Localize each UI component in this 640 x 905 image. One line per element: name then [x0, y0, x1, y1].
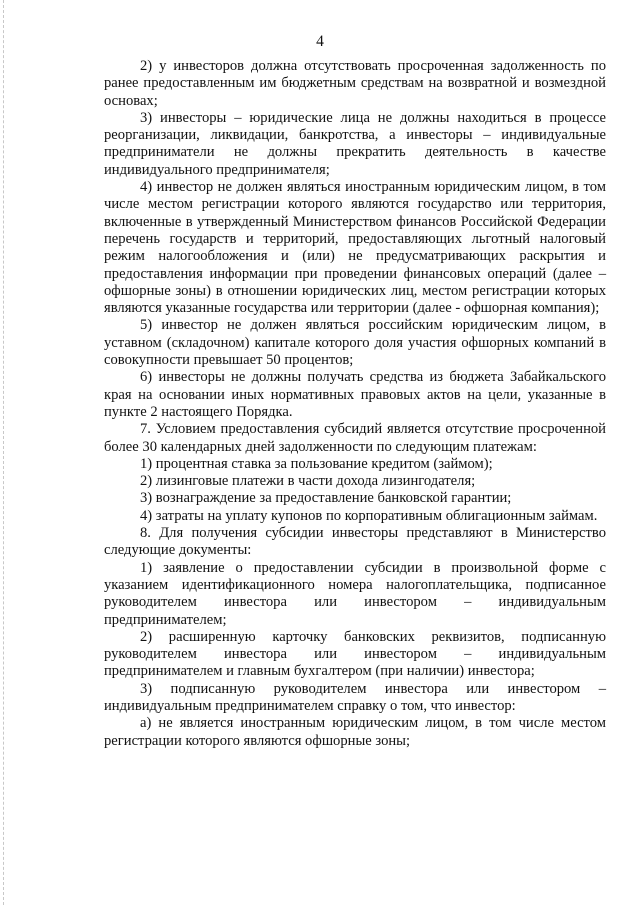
binding-edge-line — [3, 0, 5, 905]
paragraph-section-7: 7. Условием предоставления субсидий является отсутствие просроченной более 30 календарных дней задолженности по следующим платежам: — [104, 421, 606, 455]
page-number: 4 — [316, 33, 324, 50]
document-item-2: 2) расширенную карточку банковских реквизитов, подписанную руководителем инвестора или инвестором – индивидуальным предпринимателем и главным бухгалтером (при наличии) инвестора; — [104, 628, 606, 680]
payment-item-4: 4) затраты на уплату купонов по корпоративным облигационным займам. — [140, 507, 598, 524]
document-item-3: 3) подписанную руководителем инвестора или инвестором – индивидуальным предпринимателем справку о том, что инвестор: — [104, 680, 606, 714]
payment-item-3: 3) вознаграждение за предоставление банковской гарантии; — [140, 490, 512, 507]
paragraph-section-8: 8. Для получения субсидии инвесторы представляют в Министерство следующие документы: — [104, 525, 606, 559]
document-body — [104, 58, 606, 750]
payment-item-1: 1) процентная ставка за пользование кредитом (займом); — [140, 455, 493, 472]
paragraph-item-6: 6) инвесторы не должны получать средства из бюджета Забайкальского края на основании иных нормативных правовых актов на цели, указанные в пункте 2 настоящего Порядка. — [104, 369, 606, 420]
paragraph-item-5: 5) инвестор не должен являться российским юридическим лицом, в уставном (складочном) капитале которого доля участия офшорных компаний в совокупности превышает 50 процентов; — [104, 317, 606, 369]
payment-item-2: 2) лизинговые платежи в части дохода лизингодателя; — [140, 473, 476, 490]
paragraph-item-3: 3) инвесторы – юридические лица не должны находиться в процессе реорганизации, ликвидации, банкротства, а инвесторы – индивидуальные предприниматели не должны прекратить деятельность в качестве индивидуального предпринимателя; — [104, 109, 606, 178]
document-item-1: 1) заявление о предоставлении субсидии в произвольной форме с указанием идентификационного номера налогоплательщика, подписанное руководителем инвестора или инвестором – индивидуальным предпринимателем; — [104, 559, 606, 628]
paragraph-item-4: 4) инвестор не должен являться иностранным юридическим лицом, в том числе местом регистрации которого являются государство или территория, включенные в утвержденный Министерством финансов Российской Федерации перечень государств и территорий, предоставляющих льготный налоговый режим налогообложения и (или) не предусматривающих раскрытия и предоставления информации при проведении финансовых операций (далее – офшорные зоны) в отношении юридических лиц, местом регистрации которых являются указанные государства или территории (далее - офшорная компания); — [104, 179, 606, 317]
paragraph-item-2: 2) у инвесторов должна отсутствовать просроченная задолженность по ранее предоставленным им бюджетным средствам на возвратной и возмездной основах; — [104, 58, 606, 109]
document-subitem-a: а) не является иностранным юридическим лицом, в том числе местом регистрации которого являются офшорные зоны; — [104, 715, 606, 749]
